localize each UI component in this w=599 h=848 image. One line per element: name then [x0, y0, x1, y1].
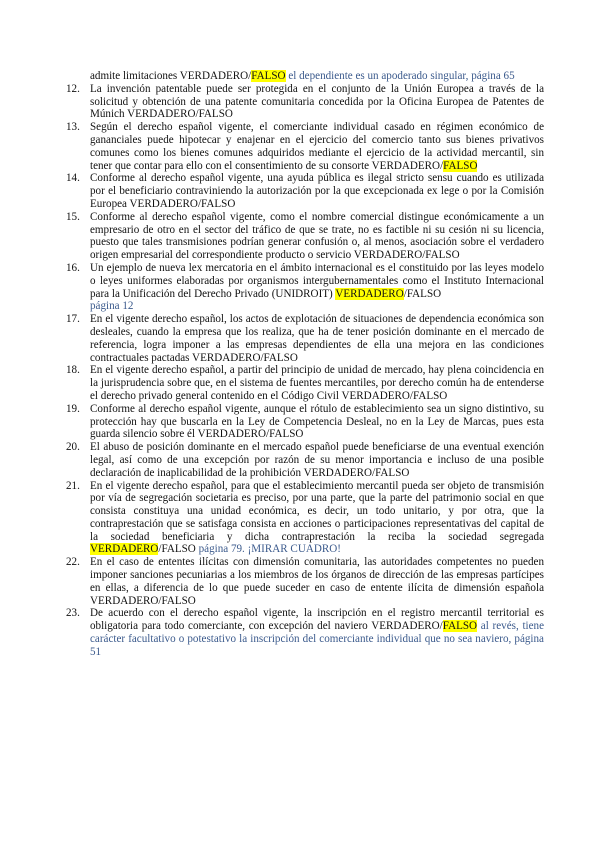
item-body	[90, 403, 544, 441]
list-item	[66, 211, 544, 262]
item-text-after: /FALSO	[158, 543, 196, 556]
list-item	[66, 556, 544, 607]
question-list	[66, 70, 544, 659]
item-text: admite limitaciones VERDADERO/	[90, 70, 252, 82]
item-body	[90, 480, 544, 557]
item-number: 17.	[66, 313, 80, 326]
item-body	[90, 441, 544, 479]
list-item	[66, 83, 544, 121]
item-number: 20.	[66, 441, 80, 454]
item-body	[90, 364, 544, 402]
item-text: Conforme al derecho español vigente, aunque el rótulo de establecimiento sea un signo distintivo, su protección hay que buscarla en la Ley de Competencia Desleal, no en la Ley de Marcas, pues esta guarda silencio sobre él VERDADERO/FALSO	[90, 402, 544, 441]
item-body	[90, 121, 544, 172]
item-number: 12.	[66, 82, 80, 95]
highlighted-answer: FALSO	[251, 70, 286, 82]
highlighted-answer: VERDADERO	[335, 287, 404, 300]
item-text-after: /FALSO	[403, 287, 442, 300]
item-body	[90, 556, 544, 607]
highlighted-answer: FALSO	[442, 620, 478, 633]
highlighted-answer: FALSO	[443, 159, 478, 172]
item-text: De acuerdo con el derecho español vigente, la inscripción en el registro mercantil territorial es obligatoria para todo comerciante, con excepción del naviero VERDADERO/	[90, 607, 544, 633]
item-text: El abuso de posición dominante en el mercado español puede beneficiarse de una eventual exención legal, así como de una excepción por razón de su menor importancia e incluso de una posible declaración de inaplicabilidad de la prohibición VERDADERO/FALSO	[90, 441, 544, 479]
item-body	[90, 211, 544, 262]
item-body	[90, 83, 544, 121]
annotation-note: página 12	[90, 300, 134, 313]
list-item	[66, 480, 544, 557]
list-item	[66, 313, 544, 364]
item-text: Un ejemplo de nueva lex mercatoria en el ámbito internacional es el constituido por las leyes modelo o leyes uniformes elaboradas por organismos intergubernamentales como el Instituto Internacional para la Unificación del Derecho Privado (UNIDROIT)	[90, 261, 544, 300]
item-number: 22.	[66, 556, 80, 569]
list-item	[66, 403, 544, 441]
list-item	[66, 262, 544, 313]
item-text: La invención patentable puede ser protegida en el conjunto de la Unión Europea a través de la solicitud y obtención de una patente comunitaria concedida por la Oficina Europea de Patentes de Múnich VERDADERO/FALSO	[90, 82, 544, 121]
annotation-note: al revés, tiene carácter facultativo o potestativo la inscripción del comerciante individual que no sea naviero, página 51	[90, 620, 544, 658]
item-number: 18.	[66, 364, 80, 377]
item-number: 13.	[66, 121, 80, 134]
numbered-items	[66, 83, 544, 659]
list-item	[66, 441, 544, 479]
list-item	[66, 121, 544, 172]
highlighted-answer: VERDADERO	[90, 543, 159, 556]
list-item	[66, 607, 544, 658]
item-body	[90, 607, 544, 658]
item-number: 14.	[66, 172, 80, 185]
item-number: 21.	[66, 479, 80, 492]
list-item	[66, 364, 544, 402]
item-number: 16.	[66, 261, 80, 274]
item-text: En el vigente derecho español, los actos de explotación de situaciones de dependencia económica son desleales, cuando la empresa que los realiza, que ha de tener posición dominante en el mercado de referencia, logra imponer a las empresas dependientes de ella una mejora en las condiciones contractuales pactadas VERDADERO/FALSO	[90, 313, 544, 364]
annotation-note: página 79. ¡MIRAR CUADRO!	[195, 543, 341, 556]
item-text: Conforme al derecho español vigente, una ayuda pública es ilegal stricto sensu cuando es utilizada por el beneficiario contraviniendo la autorización por la que excepcionada ex lege o por la Comisión Europea VERDADERO/FALSO	[90, 172, 544, 210]
item-text: Conforme al derecho español vigente, como el nombre comercial distingue económicamente a un empresario de otro en el sector del tráfico de que se trate, no es factible ni su cesión ni su licencia, puesto que tales transmisiones podrían generar confusión o, al menos, asociación sobre el verdadero origen empresarial del correspondiente producto o servicio VERDADERO/FALSO	[90, 210, 544, 262]
item-number: 19.	[66, 402, 80, 415]
item-text: En el vigente derecho español, para que el establecimiento mercantil pueda ser objeto de transmisión por vía de segregación societaria es preciso, por una parte, que la parte del patrimonio social en que consista constituya una unidad económica, es decir, un todo unitario, y por otra, que la contraprestación que se satisfaga consista en acciones o participaciones representativas del capital de la sociedad beneficiaria y dicha contraprestación la reciba la sociedad segregada	[90, 479, 544, 543]
item-number: 15.	[66, 210, 80, 223]
list-item	[66, 172, 544, 210]
list-item-continuation	[66, 70, 544, 83]
annotation-note: el dependiente es un apoderado singular, página 65	[285, 70, 515, 82]
item-text: Según el derecho español vigente, el comerciante individual casado en régimen económico de gananciales puede hipotecar y enajenar en el ejercicio del comercio tanto sus bienes privativos comunes como los bienes comunes adquiridos mediante el ejercicio de la actividad mercantil, sin tener que contar para ello con el consentimiento de su consorte VERDADERO/	[90, 121, 544, 172]
item-text: En el vigente derecho español, a partir del principio de unidad de mercado, hay plena coincidencia en la jurisprudencia sobre que, en el sistema de fuentes mercantiles, por derecho común ha de entenderse el derecho privado general contenido en el Código Civil VERDADERO/FALSO	[90, 364, 544, 402]
item-body	[90, 262, 544, 313]
item-number: 23.	[66, 607, 80, 620]
item-body	[90, 172, 544, 210]
item-text: En el caso de ententes ilícitas con dimensión comunitaria, las autoridades competentes no pueden imponer sanciones pecuniarias a los miembros de los órganos de dirección de las empresas partícipes en ellas, a diferencia de lo que puede suceder en caso de entente ilícita de dimensión española VERDADERO/FALSO	[90, 556, 544, 607]
item-body	[90, 313, 544, 364]
